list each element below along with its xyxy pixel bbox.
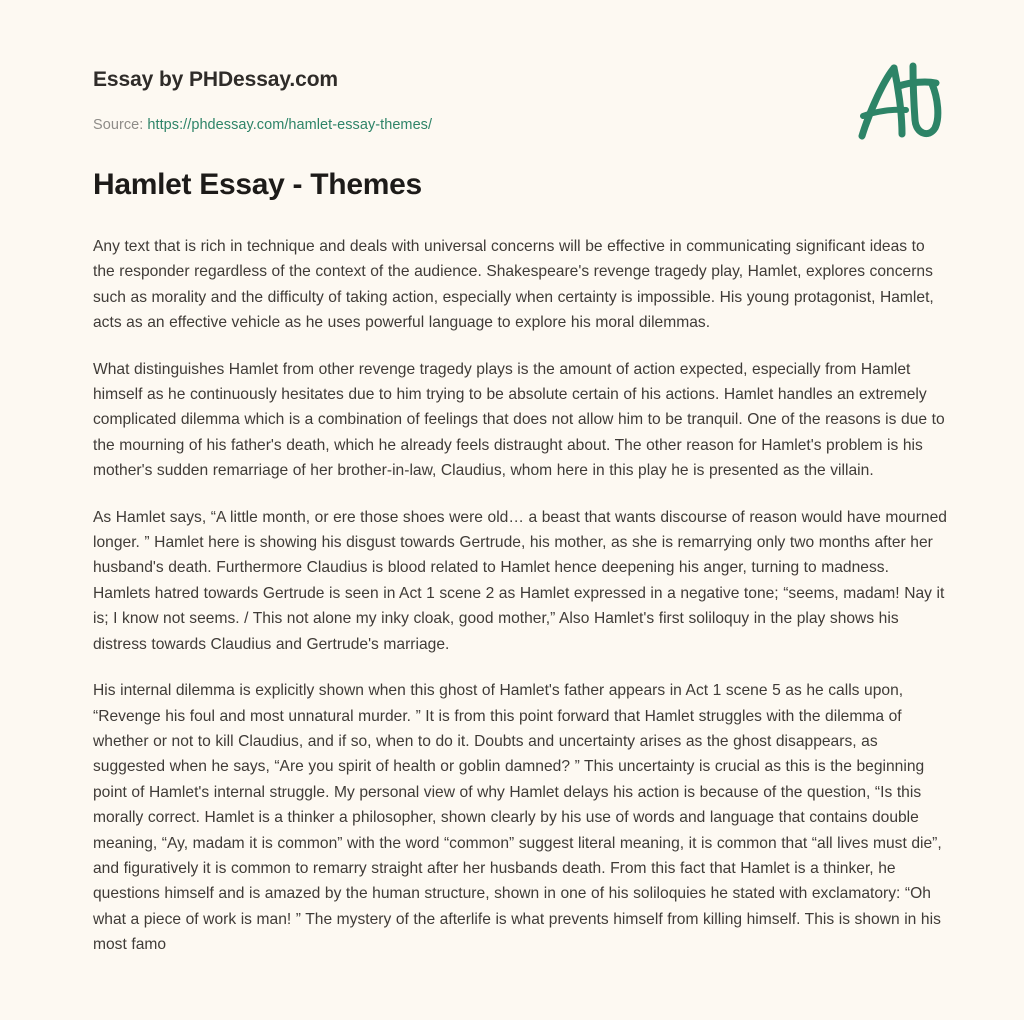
source-label: Source: (93, 117, 148, 133)
essay-paragraph: His internal dilemma is explicitly shown when this ghost of Hamlet's father appears in Act 1 scene 5 as he calls upon, “Revenge his foul and most unnatural murder. ” It is from this point forward that Hamlet struggles with the dilemma of whether or not to kill Claudius, and if so, when to do it. Doubts and uncertainty arises as the ghost disappears, as suggested when he says, “Are you spirit of health or goblin damned? ” This uncertainty is crucial as this is the beginning point of Hamlet's internal struggle. My personal view of why Hamlet delays his action is because of the question, “Is this morally correct. Hamlet is a thinker a philosopher, shown clearly by his use of words and language that contains double meaning, “Ay, madam it is common” with the word “common” suggest literal meaning, it is common that “all lives must die”, and figuratively it is common to remarry straight after her husbands death. From this fact that Hamlet is a thinker, he questions himself and is amazed by the human structure, shown in one of his soliloquies he stated with exclamatory: “Oh what a piece of work is man! ” The mystery of the afterlife is what prevents himself from killing himself. This is shown in his most famo (93, 682, 942, 954)
page-header (93, 0, 950, 133)
bottom-cutoff (0, 1010, 1024, 1020)
essay-paragraph: Any text that is rich in technique and deals with universal concerns will be effective in communicating significant ideas to the responder regardless of the context of the audience. Shakespeare's revenge tragedy play, Hamlet, explores concerns such as morality and the difficulty of taking action, especially when certainty is impossible. His young protagonist, Hamlet, acts as an effective vehicle as he uses powerful language to explore his moral dilemmas. (93, 238, 934, 332)
source-line (93, 115, 950, 135)
page-title: Hamlet Essay - Themes (93, 168, 422, 201)
source-url-link[interactable]: https://phdessay.com/hamlet-essay-themes/ (147, 117, 433, 133)
aplus-logo-icon (836, 44, 956, 164)
brand-title: Essay by PHDessay.com (93, 68, 338, 91)
essay-paragraph: What distinguishes Hamlet from other revenge tragedy plays is the amount of action expected, especially from Hamlet himself as he continuously hesitates due to him trying to be absolute certain of his actions. Hamlet handles an extremely complicated dilemma which is a combination of feelings that does not allow him to be tranquil. One of the reasons is due to the mourning of his father's death, which he already feels distraught about. The other reason for Hamlet's problem is his mother's sudden remarriage of her brother-in-law, Claudius, whom here in this play he is presented as the villain. (93, 360, 945, 480)
essay-body (93, 204, 950, 958)
essay-paragraph: As Hamlet says, “A little month, or ere those shoes were old… a beast that wants discourse of reason would have mourned longer. ” Hamlet here is showing his disgust towards Gertrude, his mother, as she is remarrying only two months after her husband's death. Furthermore Claudius is blood related to Hamlet hence deepening his anger, turning to madness. Hamlets hatred towards Gertrude is seen in Act 1 scene 2 as Hamlet expressed in a negative tone; “seems, madam! Nay it is; I know not seems. / This not alone my inky cloak, good mother,” Also Hamlet's first soliloquy in the play shows his distress towards Claudius and Gertrude's marriage. (93, 508, 947, 653)
